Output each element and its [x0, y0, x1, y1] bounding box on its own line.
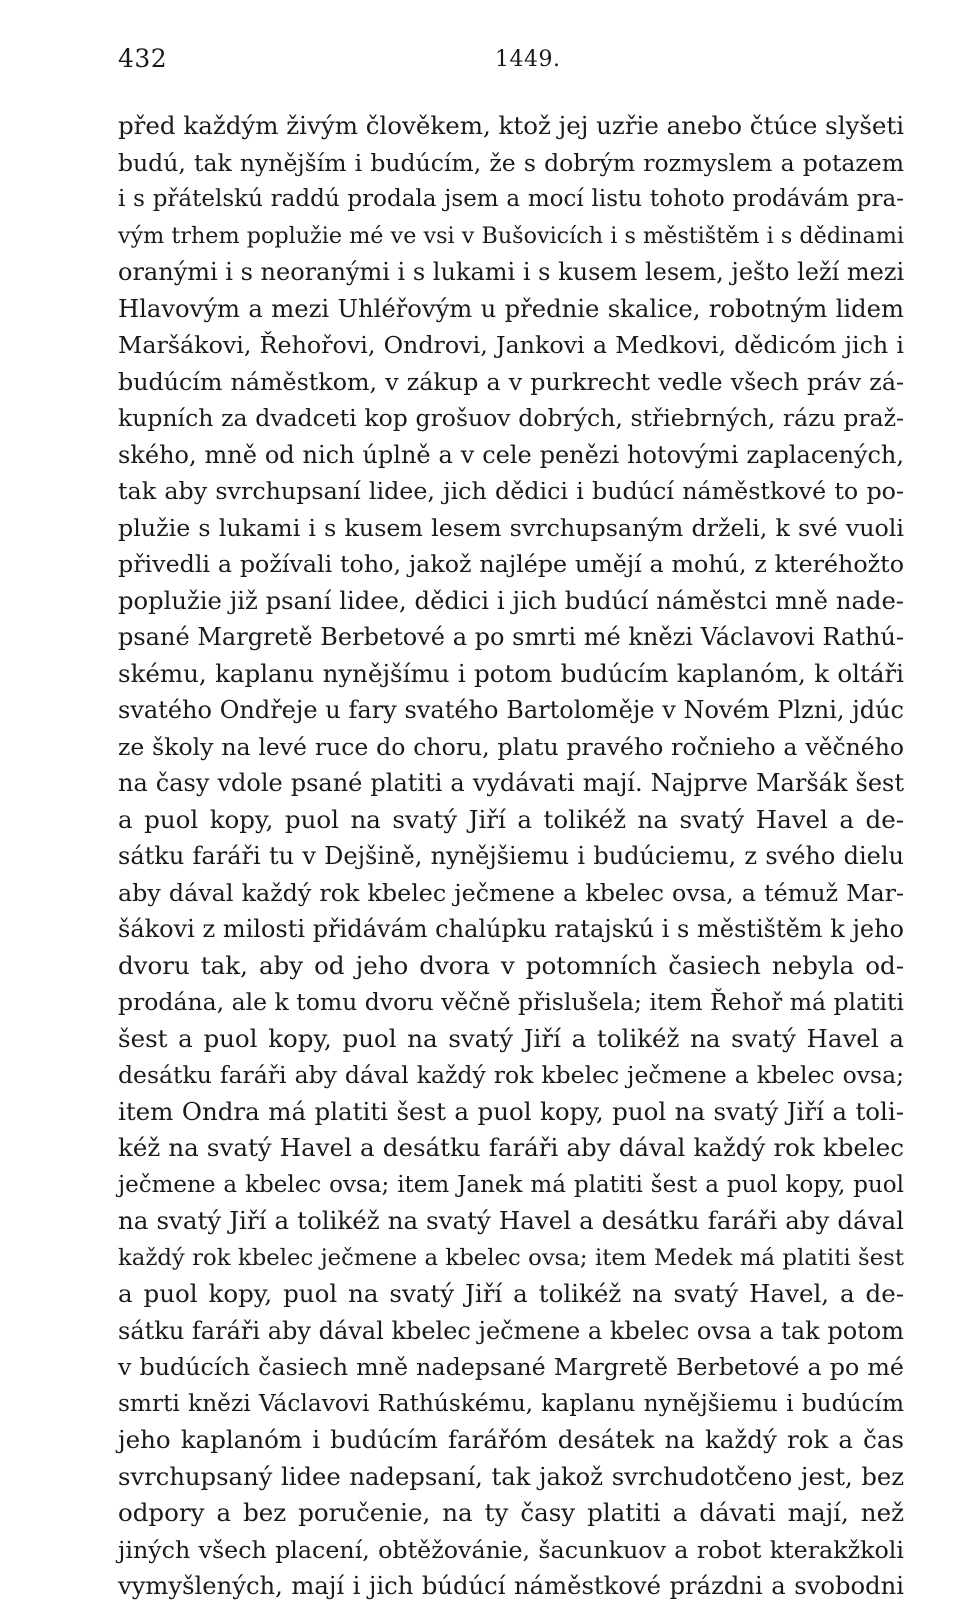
- text-line: ze školy na levé ruce do choru, platu pravého ročnieho a věčného: [118, 732, 904, 761]
- text-line: skému, kaplanu nynějšímu i potom budúcím kaplanóm, k oltáři: [118, 658, 904, 688]
- text-line: na svatý Jiří a tolikéž na svatý Havel a desátku faráři aby dával: [118, 1206, 904, 1235]
- text-line: jeho kaplanóm i budúcím farářóm desátek na každý rok a čas: [118, 1425, 904, 1454]
- text-line: ječmene a kbelec ovsa; item Janek má platiti šest a puol kopy, puol: [118, 1171, 904, 1198]
- text-line: aby dával každý rok kbelec ječmene a kbelec ovsa, a témuž Mar-: [118, 878, 904, 907]
- text-line: plužie s lukami i s kusem lesem svrchupsaným drželi, k své vuoli: [118, 513, 904, 542]
- text-line: sátku faráři aby dával kbelec ječmene a kbelec ovsa a tak potom: [118, 1316, 904, 1345]
- text-line: psané Margretě Berbetové a po smrti mé knězi Václavovi Rathú-: [118, 623, 904, 651]
- text-line: jiných všech placení, obtěžovánie, šacunkuov a robot kterakžkoli: [118, 1535, 904, 1564]
- text-line: odpory a bez poručenie, na ty časy platiti a dávati mají, než: [118, 1498, 904, 1527]
- text-line: šákovi z milosti přidávám chalúpku ratajskú i s městištěm k jeho: [118, 915, 904, 943]
- text-line: i s přátelskú raddú prodala jsem a mocí listu tohoto prodávám pra-: [118, 186, 904, 212]
- text-line: Hlavovým a mezi Uhléřovým u přednie skalice, robotným lidem: [118, 293, 904, 323]
- text-line: Maršákovi, Řehořovi, Ondrovi, Jankovi a Medkovi, dědicóm jich i: [118, 331, 904, 359]
- text-line: budú, tak nynějším i budúcím, že s dobrým rozmyslem a potazem: [118, 148, 904, 177]
- text-line: na časy vdole psané platiti a vydávati mají. Najprve Maršák šest: [118, 769, 904, 797]
- text-line: každý rok kbelec ječmene a kbelec ovsa; item Medek má platiti šest: [118, 1244, 904, 1271]
- text-line: šest a puol kopy, puol na svatý Jiří a tolikéž na svatý Havel a: [118, 1023, 904, 1053]
- text-line: v budúcích časiech mně nadepsané Margretě Berbetové a po mé: [118, 1353, 904, 1381]
- text-line: desátku faráři aby dával každý rok kbelec ječmene a kbelec ovsa;: [118, 1061, 904, 1089]
- running-header: [118, 44, 898, 80]
- text-line: před každým živým člověkem, ktož jej uzřie anebo čtúce slyšeti: [118, 111, 905, 140]
- text-line: sátku faráři tu v Dejšině, nynějšiemu i budúciemu, z svého dielu: [118, 842, 904, 870]
- text-line: oranými i s neoranými i s lukami i s kusem lesem, ješto leží mezi: [118, 258, 905, 286]
- text-line: smrti knězi Václavovi Rathúskému, kaplanu nynějšiemu i budúcím: [118, 1389, 904, 1417]
- text-line: svatého Ondřeje u fary svatého Bartoloměje v Novém Plzni, jdúc: [118, 696, 904, 724]
- text-line: budúcím náměstkom, v zákup a v purkrecht vedle všech práv zá-: [118, 367, 904, 396]
- text-line: přivedli a požívali toho, jakož najlépe umějí a mohú, z kteréhožto: [118, 550, 904, 578]
- text-line: poplužie již psaní lidee, dědici i jich budúcí náměstci mně nade-: [118, 585, 904, 615]
- text-line: item Ondra má platiti šest a puol kopy, puol na svatý Jiří a toli-: [118, 1096, 904, 1126]
- text-line: kupních za dvadceti kop grošuov dobrých, střiebrných, rázu praž-: [118, 404, 904, 432]
- text-line: a puol kopy, puol na svatý Jiří a tolikéž na svatý Havel, a de-: [118, 1279, 904, 1308]
- text-line: vým trhem poplužie mé ve vsi v Bušovicích i s městištěm i s dědinami: [118, 222, 904, 249]
- page-number: 432: [118, 44, 168, 73]
- body-text: [118, 108, 904, 1605]
- text-line: tak aby svrchupsaní lidee, jich dědici i budúcí náměstkové to po-: [118, 477, 904, 505]
- text-line: kéž na svatý Havel a desátku faráři aby dával každý rok kbelec: [118, 1133, 904, 1162]
- text-line: a puol kopy, puol na svatý Jiří a tolikéž na svatý Havel a de-: [118, 804, 904, 834]
- text-line: ského, mně od nich úplně a v cele penězi hotovými zaplacených,: [118, 440, 904, 469]
- text-line: svrchupsaný lidee nadepsaní, tak jakož svrchudotčeno jest, bez: [118, 1461, 904, 1491]
- text-line: prodána, ale k tomu dvoru věčně přislušela; item Řehoř má platiti: [118, 988, 904, 1016]
- text-line: dvoru tak, aby od jeho dvora v potomních časiech nebyla od-: [118, 950, 904, 980]
- header-year: 1449.: [495, 47, 561, 72]
- text-line: vymyšlených, mají i jich búdúcí náměstkové prázdni a svobodni: [118, 1571, 904, 1600]
